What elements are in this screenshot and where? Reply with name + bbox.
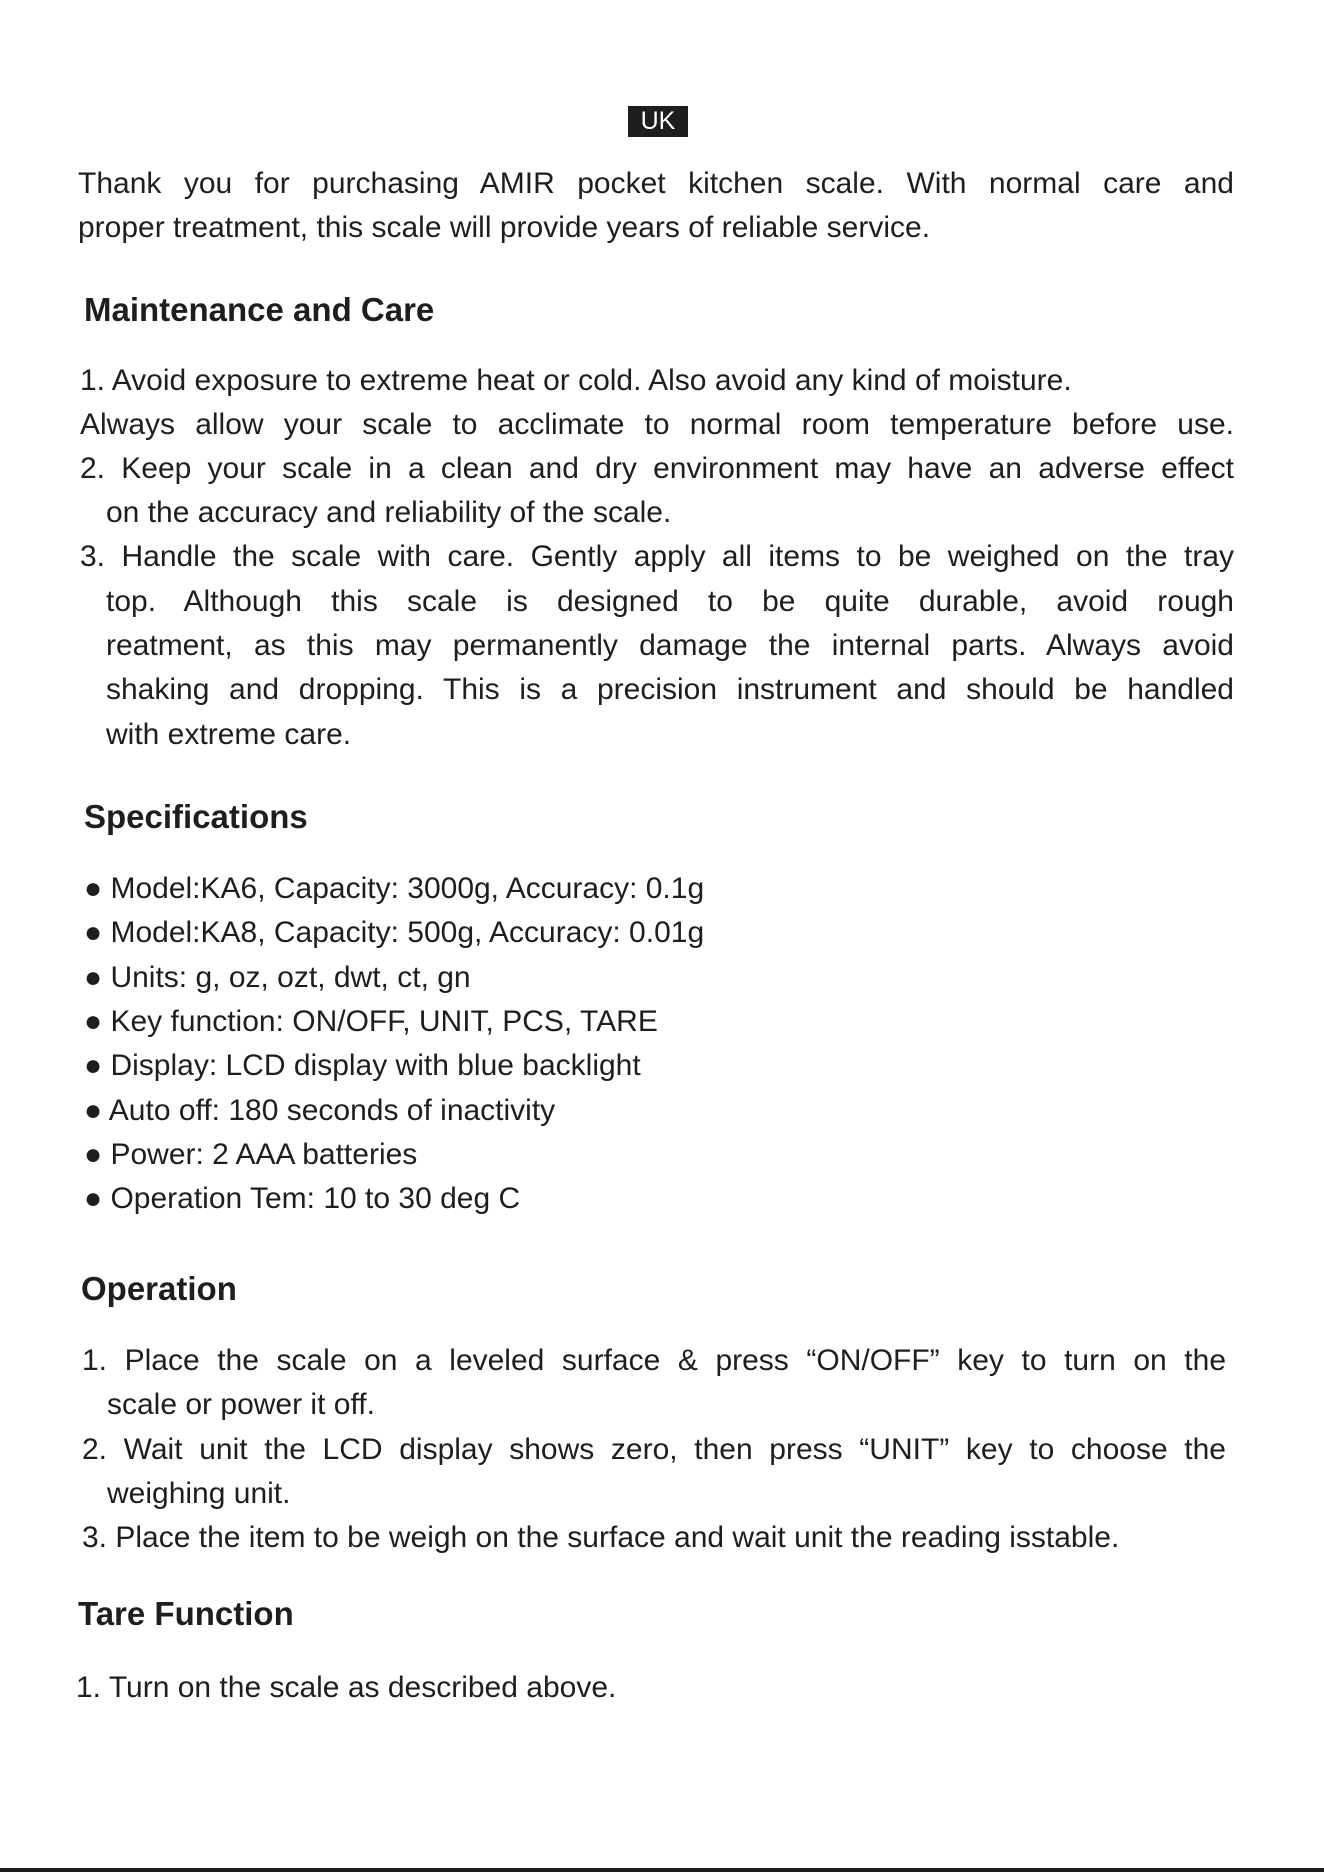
maintenance-item-3-line-1: 3. Handle the scale with care. Gently apply all items to be weighed on the tray	[80, 540, 1234, 573]
spec-item: ● Units: g, oz, ozt, dwt, ct, gn	[84, 961, 471, 994]
intro-line-1: Thank you for purchasing AMIR pocket kitchen scale. With normal care and	[78, 167, 1234, 200]
maintenance-item-2-line-2: on the accuracy and reliability of the scale.	[106, 496, 672, 529]
spec-item: ● Power: 2 AAA batteries	[84, 1138, 418, 1171]
operation-item-1-line-2: scale or power it off.	[107, 1388, 375, 1421]
spec-item: ● Model:KA6, Capacity: 3000g, Accuracy: 0.1g	[84, 872, 705, 905]
maintenance-item-3-line-5: with extreme care.	[106, 718, 352, 751]
page-bottom-rule	[0, 1868, 1324, 1872]
tare-item-1: 1. Turn on the scale as described above.	[76, 1671, 617, 1704]
spec-item: ● Model:KA8, Capacity: 500g, Accuracy: 0.01g	[84, 916, 705, 949]
maintenance-item-3-line-2: top. Although this scale is designed to be quite durable, avoid rough	[106, 585, 1234, 618]
spec-item: ● Auto off: 180 seconds of inactivity	[84, 1094, 556, 1127]
tare-heading: Tare Function	[78, 1595, 294, 1632]
maintenance-heading: Maintenance and Care	[84, 291, 435, 328]
spec-item: ● Key function: ON/OFF, UNIT, PCS, TARE	[84, 1005, 658, 1038]
specifications-heading: Specifications	[84, 798, 308, 835]
operation-heading: Operation	[81, 1270, 237, 1307]
maintenance-item-3-line-3: reatment, as this may permanently damage the internal parts. Always avoid	[106, 629, 1234, 662]
maintenance-item-1-line-2: Always allow your scale to acclimate to normal room temperature before use.	[80, 408, 1234, 441]
maintenance-item-2-line-1: 2. Keep your scale in a clean and dry environment may have an adverse effect	[80, 452, 1234, 485]
spec-item: ● Operation Tem: 10 to 30 deg C	[84, 1182, 521, 1215]
spec-item: ● Display: LCD display with blue backlight	[84, 1049, 641, 1082]
intro-line-2: proper treatment, this scale will provide years of reliable service.	[78, 211, 931, 244]
maintenance-item-1-line-1: 1. Avoid exposure to extreme heat or cold. Also avoid any kind of moisture.	[80, 364, 1072, 397]
operation-item-2-line-2: weighing unit.	[107, 1477, 291, 1510]
maintenance-item-3-line-4: shaking and dropping. This is a precision instrument and should be handled	[106, 673, 1234, 706]
operation-item-3-line-1: 3. Place the item to be weigh on the surface and wait unit the reading isstable.	[82, 1521, 1120, 1554]
operation-item-2-line-1: 2. Wait unit the LCD display shows zero, then press “UNIT” key to choose the	[82, 1433, 1226, 1466]
language-badge: UK	[628, 106, 688, 137]
operation-item-1-line-1: 1. Place the scale on a leveled surface & press “ON/OFF” key to turn on the	[82, 1344, 1226, 1377]
